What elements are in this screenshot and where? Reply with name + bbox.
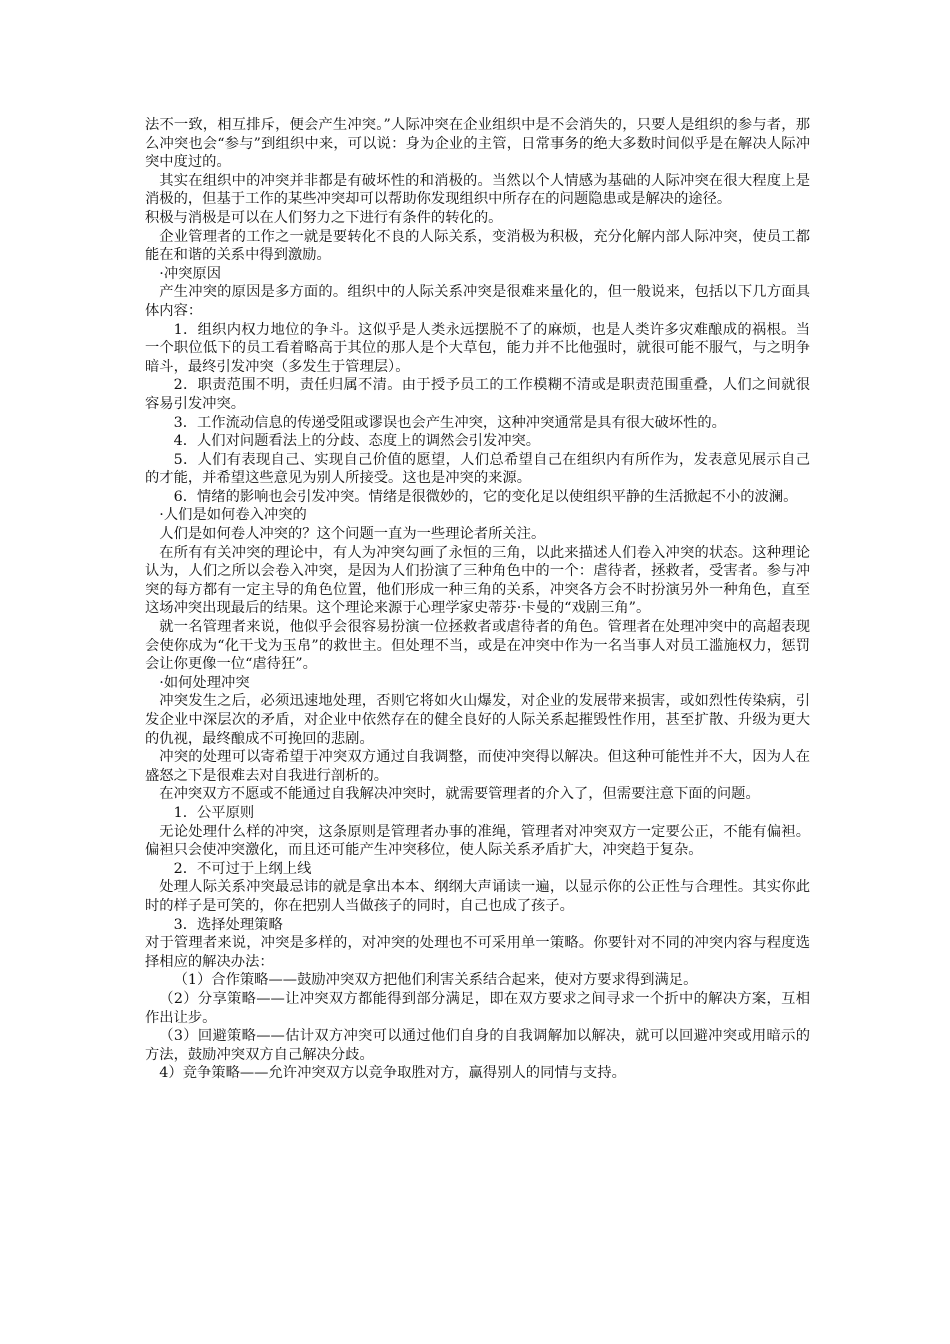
paragraph-manager-intervene: 在冲突双方不愿或不能通过自我解决冲突时，就需要管理者的介入了，但需要注意下面的问题。 bbox=[159, 786, 760, 803]
list-item-cause-2: 2．职责范围不明，责任归属不清。由于授予员工的工作模糊不清或是职责范围重叠，人们之间就很容易引发冲突。 bbox=[145, 377, 810, 412]
subheading-fairness: 1．公平原则 bbox=[173, 804, 255, 821]
paragraph-not-overdo: 处理人际关系冲突最忌讳的就是拿出本本、纲纲大声诵读一遍，以显示你的公正性与合理性。其实你此时的样子是可笑的，你在把别人当做孩子的同时，自己也成了孩子。 bbox=[145, 879, 810, 914]
paragraph-self-adjust: 冲突的处理可以寄希望于冲突双方通过自我调整，而使冲突得以解决。但这种可能性并不大，因为人在盛怒之下是很难去对自我进行剖析的。 bbox=[145, 749, 810, 784]
list-item-cause-5: 5．人们有表现自己、实现自己价值的愿望，人们总希望自己在组织内有所作为，发表意见展示自己的才能，并希望这些意见为别人所接受。这也是冲突的来源。 bbox=[145, 451, 810, 487]
paragraph-causes-intro: 产生冲突的原因是多方面的。组织中的人际关系冲突是很难来量化的，但一般说来，包括以下几方面具体内容： bbox=[145, 284, 810, 319]
paragraph-drama-triangle: 在所有有关冲突的理论中，有人为冲突勾画了永恒的三角，以此来描述人们卷入冲突的状态。这种理论认为，人们之所以会卷入冲突，是因为人们扮演了三种角色中的一个：虐待者，拯救者，受害者。参与冲突的每方都有一定主导的角色位置，他们形成一种三角的关系，冲突各方会不时扮演另外一种角色，直至这场冲突出现最后的结果。这个理论来源于心理学家史蒂芬·卡曼的“戏剧三角”。 bbox=[145, 544, 810, 617]
list-item-strategy-cooperation: （1）合作策略——鼓励冲突双方把他们利害关系结合起来，使对方要求得到满足。 bbox=[173, 972, 698, 989]
list-item-cause-1: 1．组织内权力地位的争斗。这似乎是人类永远摆脱不了的麻烦，也是人类许多灾难酿成的祸根。当一个职位低下的员工看着略高于其位的那人是个大草包，能力并不比他强时，就很可能不服气，与之明争暗斗，最终引发冲突（多发生于管理层）。 bbox=[145, 321, 810, 375]
list-item-cause-4: 4．人们对问题看法上的分歧、态度上的调然会引发冲突。 bbox=[173, 433, 541, 450]
subheading-not-overdo: 2．不可过于上纲上线 bbox=[173, 860, 312, 877]
list-item-cause-3: 3．工作流动信息的传递受阻或谬误也会产生冲突，这种冲突通常是具有很大破坏性的。 bbox=[173, 414, 726, 431]
subheading-choose-strategy: 3．选择处理策略 bbox=[173, 916, 283, 933]
list-item-strategy-avoidance: （3）回避策略——估计双方冲突可以通过他们自身的自我调解加以解决，就可以回避冲突或用暗示的方法，鼓励冲突双方自己解决分歧。 bbox=[145, 1028, 810, 1063]
paragraph-strategy-intro: 对于管理者来说，冲突是多样的，对冲突的处理也不可采用单一策略。你要针对不同的冲突内容与程度选择相应的解决办法： bbox=[145, 935, 810, 970]
paragraph-intro-conflict-inevitable: 法不一致，相互排斥，便会产生冲突。”人际冲突在企业组织中是不会消失的，只要人是组织的参与者，那么冲突也会“参与”到组织中来，可以说：身为企业的主管，日常事务的绝大多数时间似乎是在解决人际冲突中度过的。 bbox=[145, 117, 810, 171]
paragraph-manager-work: 企业管理者的工作之一就是要转化不良的人际关系，变消极为积极，充分化解内部人际冲突，使员工都能在和谐的关系中得到激励。 bbox=[145, 228, 810, 264]
paragraph-how-involved-question: 人们是如何卷人冲突的？这个问题一直为一些理论者所关注。 bbox=[159, 526, 546, 543]
paragraph-handle-quickly: 冲突发生之后，必须迅速地处理，否则它将如火山爆发，对企业的发展带来损害，或如烈性传染病，引发企业中深层次的矛盾，对企业中依然存在的健全良好的人际关系起摧毁性作用，甚至扩散、升级为更大的仇视，最终酿成不可挽回的悲剧。 bbox=[145, 693, 810, 747]
list-item-cause-6: 6．情绪的影响也会引发冲突。情绪是很微妙的，它的变化足以使组织平静的生活掀起不小的波澜。 bbox=[173, 488, 798, 505]
heading-how-involved: ·人们是如何卷入冲突的 bbox=[159, 507, 307, 524]
paragraph-positive-negative-transform: 积极与消极是可以在人们努力之下进行有条件的转化的。 bbox=[145, 209, 503, 226]
document-body bbox=[145, 116, 810, 1083]
heading-how-to-handle: ·如何处理冲突 bbox=[159, 674, 250, 691]
list-item-strategy-competition: 4）竞争策略——允许冲突双方以竞争取胜对方，赢得别人的同情与支持。 bbox=[159, 1065, 626, 1082]
paragraph-manager-role: 就一名管理者来说，他似乎会很容易扮演一位拯救者或虐待者的角色。管理者在处理冲突中的高超表现会使你成为“化干戈为玉帛”的救世主。但处理不当，或是在冲突中作为一名当事人对员工滥施权力，惩罚会让你更像一位“虐待狂”。 bbox=[145, 619, 810, 673]
paragraph-conflict-not-all-negative: 其实在组织中的冲突并非都是有破坏性的和消极的。当然以个人情感为基础的人际冲突在很大程度上是消极的，但基于工作的某些冲突却可以帮助你发现组织中所存在的问题隐患或是解决的途径。 bbox=[145, 172, 810, 208]
heading-conflict-causes: ·冲突原因 bbox=[159, 265, 222, 282]
list-item-strategy-sharing: （2）分享策略——让冲突双方都能得到部分满足，即在双方要求之间寻求一个折中的解决方案，互相作出让步。 bbox=[145, 990, 810, 1026]
paragraph-fairness: 无论处理什么样的冲突，这条原则是管理者办事的准绳，管理者对冲突双方一定要公正，不能有偏袒。偏袒只会使冲突激化，而且还可能产生冲突移位，使人际关系矛盾扩大，冲突趋于复杂。 bbox=[145, 823, 810, 859]
